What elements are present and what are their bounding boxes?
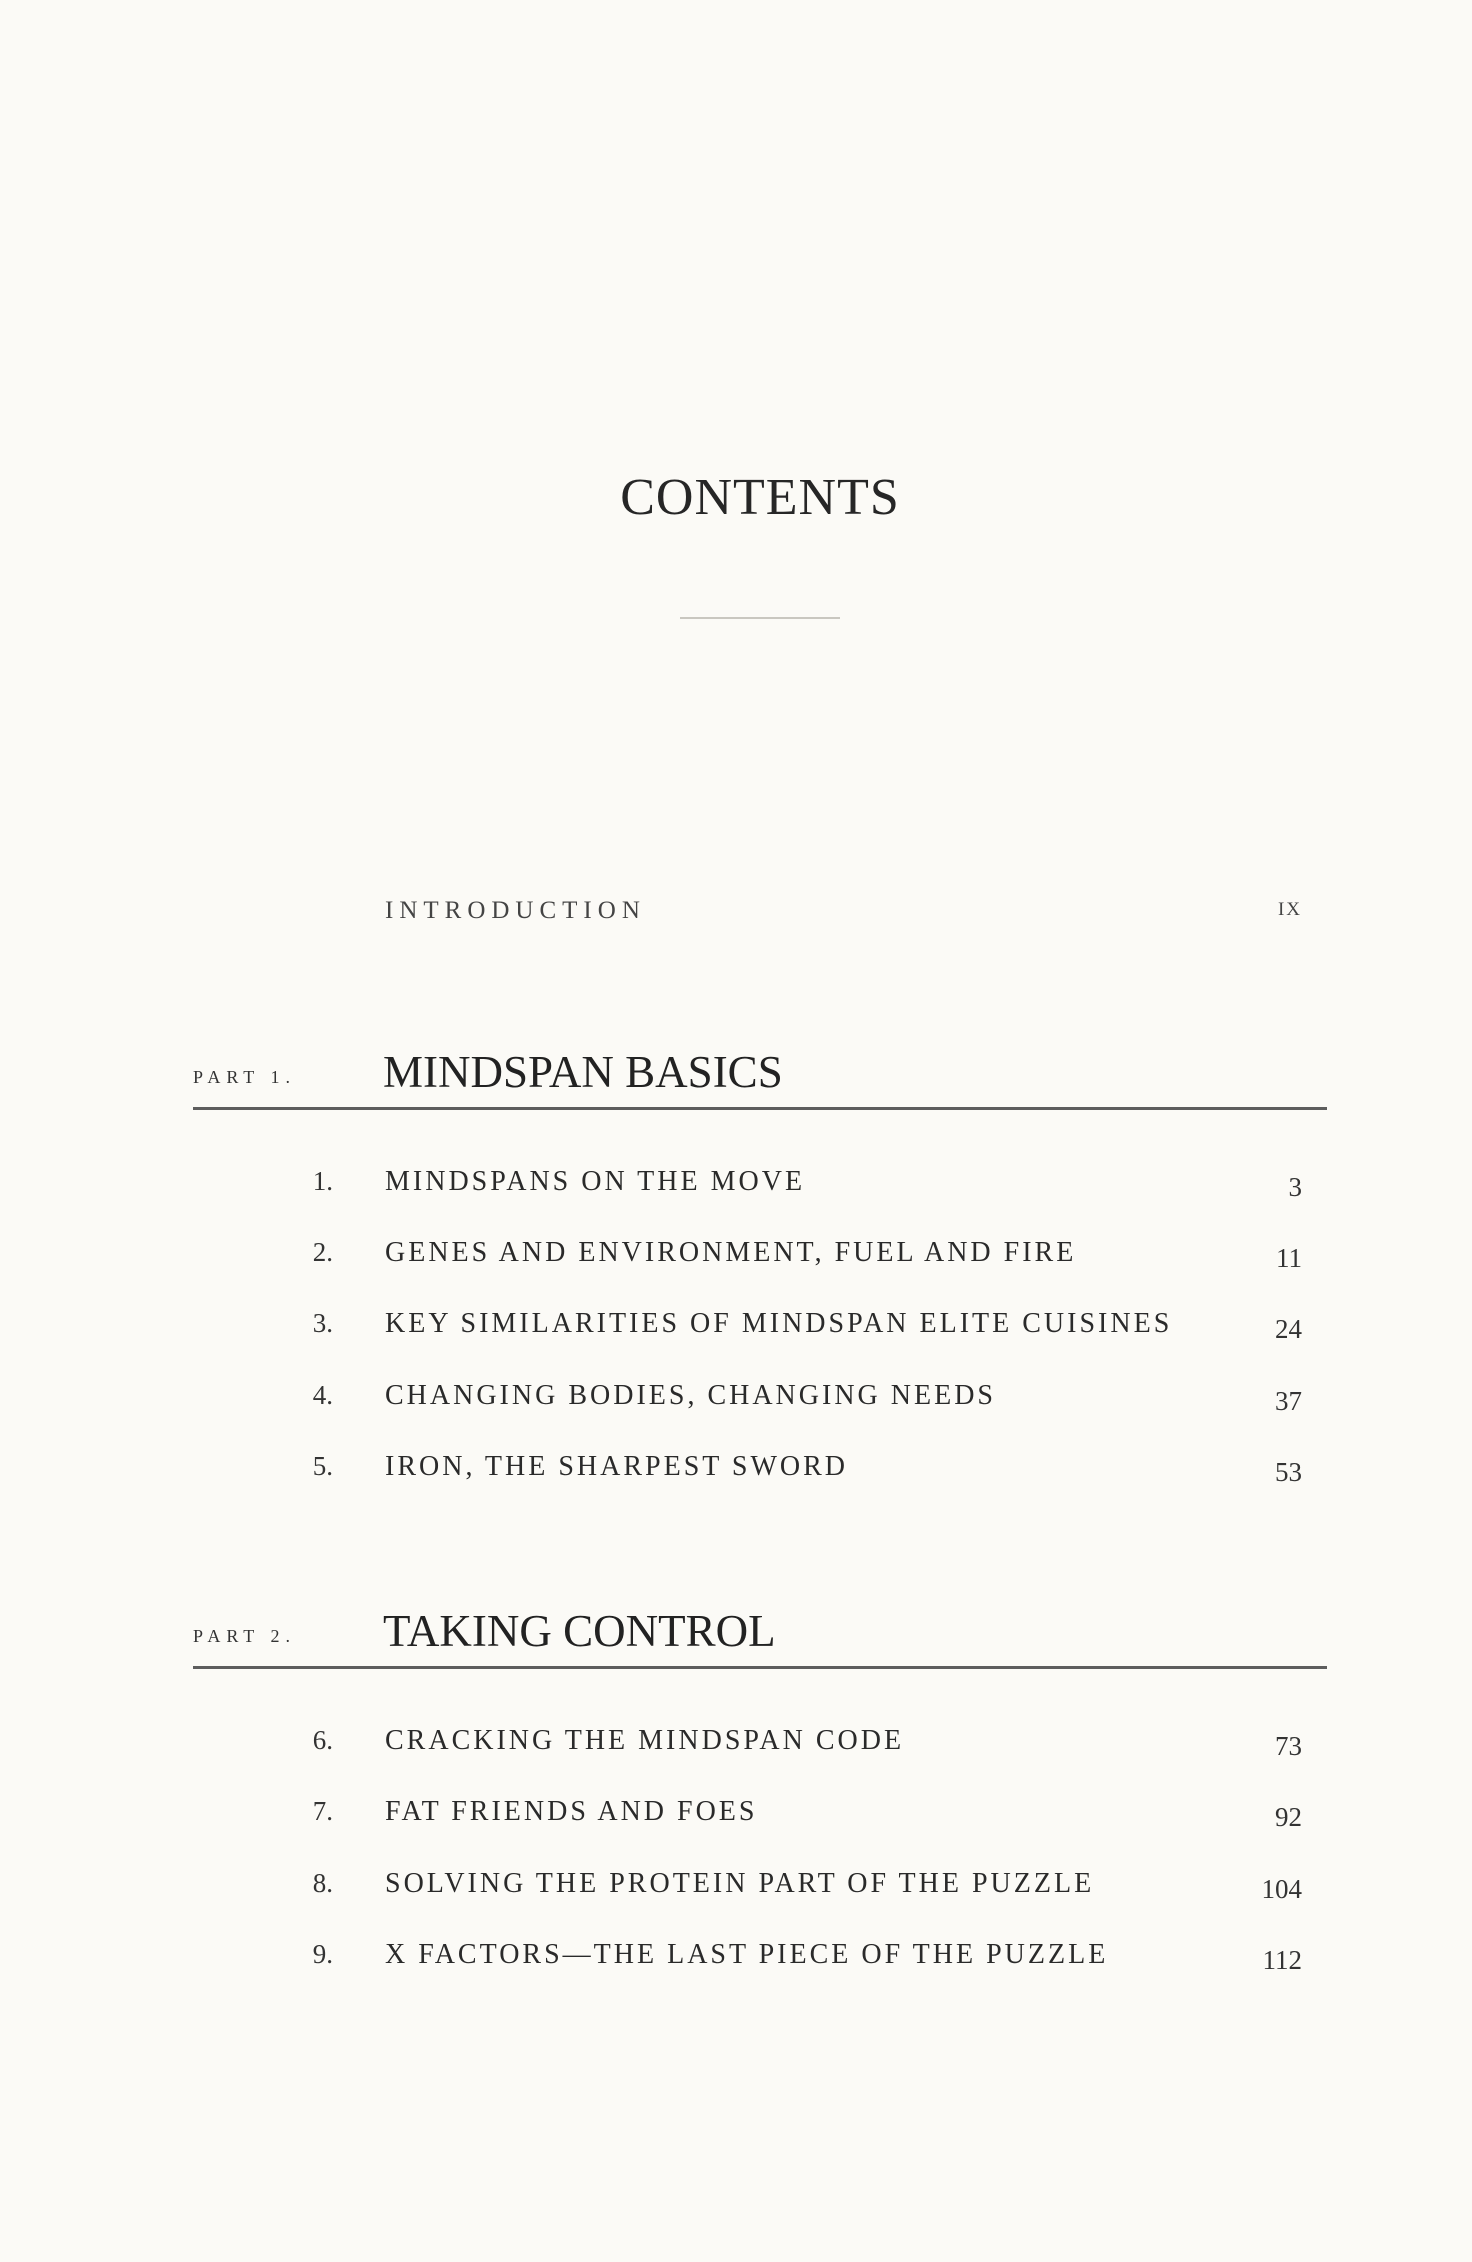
introduction-page: IX (1277, 899, 1302, 920)
chapter-number: 4. (312, 1380, 333, 1410)
chapter-title: MINDSPANS ON THE MOVE (385, 1166, 806, 1197)
chapter-title: CHANGING BODIES, CHANGING NEEDS (385, 1380, 996, 1411)
chapter-page: 73 (1275, 1731, 1302, 1761)
chapter-page: 3 (1288, 1172, 1302, 1202)
chapter-page: 104 (1261, 1874, 1302, 1904)
chapter-number: 6. (312, 1725, 333, 1755)
chapter-number: 5. (312, 1451, 333, 1481)
chapter-number: 8. (312, 1868, 333, 1898)
part-2-label: PART 2. (193, 1626, 296, 1646)
chapter-title: SOLVING THE PROTEIN PART OF THE PUZZLE (385, 1868, 1095, 1899)
page-title: CONTENTS (620, 469, 900, 526)
part-2-title: TAKING CONTROL (383, 1606, 776, 1656)
chapter-title: FAT FRIENDS AND FOES (385, 1796, 758, 1827)
chapter-page: 112 (1262, 1945, 1302, 1975)
part-2-divider (193, 1666, 1327, 1669)
chapter-title: X FACTORS—THE LAST PIECE OF THE PUZZLE (385, 1939, 1109, 1970)
chapter-page: 92 (1275, 1802, 1302, 1832)
chapter-number: 3. (312, 1308, 333, 1338)
title-divider (680, 617, 840, 619)
chapter-number: 1. (312, 1166, 333, 1196)
chapter-number: 7. (312, 1796, 333, 1826)
chapter-page: 24 (1275, 1314, 1302, 1344)
chapter-title: GENES AND ENVIRONMENT, FUEL AND FIRE (385, 1237, 1077, 1268)
chapter-number: 9. (312, 1939, 333, 1969)
chapter-title: KEY SIMILARITIES OF MINDSPAN ELITE CUISINES (385, 1308, 1173, 1339)
chapter-number: 2. (312, 1237, 333, 1267)
chapter-page: 53 (1275, 1457, 1302, 1487)
chapter-title: IRON, THE SHARPEST SWORD (385, 1451, 849, 1482)
part-1-divider (193, 1107, 1327, 1110)
chapter-title: CRACKING THE MINDSPAN CODE (385, 1725, 905, 1756)
introduction-label: INTRODUCTION (385, 897, 646, 924)
chapter-page: 37 (1275, 1386, 1302, 1416)
part-1-title: MINDSPAN BASICS (383, 1047, 783, 1097)
chapter-page: 11 (1276, 1243, 1302, 1273)
part-1-label: PART 1. (193, 1067, 296, 1087)
